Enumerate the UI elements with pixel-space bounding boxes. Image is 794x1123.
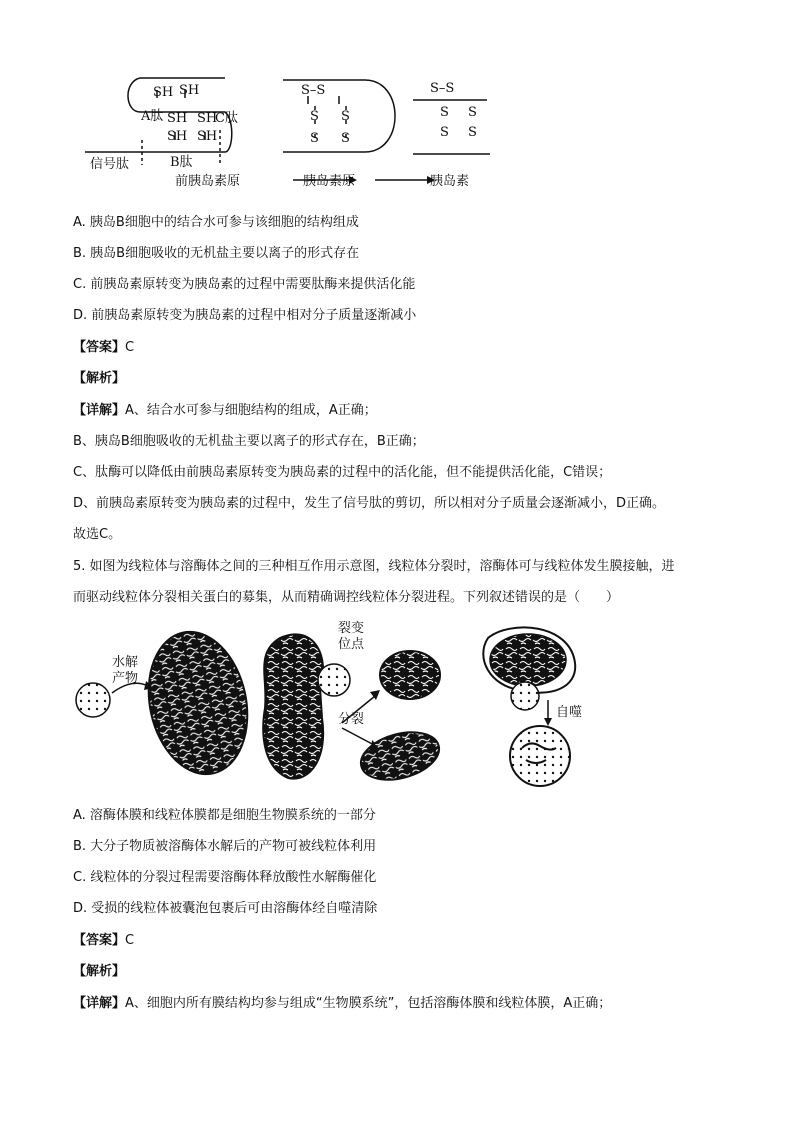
sh-label: SH (167, 111, 188, 126)
answer-value: C (125, 340, 135, 355)
disulfide-label: S–S (430, 81, 455, 96)
a-chain-label: A肽 (141, 109, 164, 124)
s-label: S (440, 125, 449, 140)
q5-analysis-label: 【解析】 (73, 964, 126, 979)
sh-label: SH (167, 129, 188, 144)
sh-label: SH (197, 129, 218, 144)
q5-option-c: C. 线粒体的分裂过程需要溶酶体释放酸性水解酶催化 (73, 870, 377, 885)
b-chain-label: B肽 (170, 155, 193, 170)
disulfide-label: S–S (301, 83, 326, 98)
detail-label: 【详解】 (73, 403, 126, 418)
q4-answer (73, 339, 134, 357)
autophagy-label: 自噬 (556, 705, 583, 720)
detail-label: 【详解】 (73, 996, 126, 1011)
s-label: S (468, 125, 477, 140)
q5-option-b: B. 大分子物质被溶酶体水解后的产物可被线粒体利用 (73, 839, 377, 854)
q4-option-c: C. 前胰岛素原转变为胰岛素的过程中需要肽酶来提供活化能 (73, 277, 416, 292)
proinsulin-label: 胰岛素原 (303, 174, 356, 189)
insulin-processing-figure (75, 70, 515, 195)
q4-conclusion: 故选C。 (73, 527, 122, 542)
s-label: S (310, 109, 319, 124)
fission-site-label: 裂变 (338, 621, 365, 636)
sh-label: SH (153, 85, 174, 100)
answer-label: 【答案】 (73, 340, 126, 355)
q5-stem-line1: 5. 如图为线粒体与溶酶体之间的三种相互作用示意图，线粒体分裂时，溶酶体可与线粒体发生膜接触，进 (73, 559, 675, 574)
answer-label: 【答案】 (73, 933, 126, 948)
division-label: 分裂 (338, 712, 365, 727)
preproinsulin-label: 前胰岛素原 (175, 174, 241, 189)
mitochondria-lysosome-figure (70, 618, 600, 793)
q4-analysis-label: 【解析】 (73, 371, 126, 386)
signal-peptide-label: 信号肽 (90, 157, 130, 172)
s-label: S (468, 105, 477, 120)
q4-detail-d: D、前胰岛素原转变为胰岛素的过程中，发生了信号肽的剪切，所以相对分子质量会逐渐减小，D正确。 (73, 496, 666, 511)
s-label: S (440, 105, 449, 120)
s-label: S (310, 131, 319, 146)
q5-detail-a: 【详解】A、细胞内所有膜结构均参与组成“生物膜系统”，包括溶酶体膜和线粒体膜，A正确； (73, 996, 612, 1011)
hydrolysis-label: 水解 (112, 655, 139, 670)
q5-stem-line2: 而驱动线粒体分裂相关蛋白的募集，从而精确调控线粒体分裂进程。下列叙述错误的是（ ） (73, 590, 620, 605)
products-label: 产物 (112, 671, 139, 686)
insulin-label: 胰岛素 (430, 174, 470, 189)
q4-option-b: B. 胰岛B细胞吸收的无机盐主要以离子的形式存在 (73, 246, 360, 261)
c-chain-label: C肽 (215, 111, 238, 126)
s-label: S (341, 109, 350, 124)
sh-label: SH (179, 83, 200, 98)
fission-site-label-2: 位点 (338, 637, 365, 652)
q4-detail-b: B、胰岛B细胞吸收的无机盐主要以离子的形式存在，B正确； (73, 434, 425, 449)
q4-detail-c: C、肽酶可以降低由前胰岛素原转变为胰岛素的过程中的活化能，但不能提供活化能，C错误； (73, 465, 612, 480)
q5-answer (73, 932, 134, 950)
q5-option-d: D. 受损的线粒体被囊泡包裹后可由溶酶体经自噬清除 (73, 901, 378, 916)
s-label: S (341, 131, 350, 146)
sh-label: SH (197, 111, 218, 126)
q4-option-d: D. 前胰岛素原转变为胰岛素的过程中相对分子质量逐渐减小 (73, 308, 417, 323)
q4-option-a: A. 胰岛B细胞中的结合水可参与该细胞的结构组成 (73, 215, 359, 230)
q5-option-a: A. 溶酶体膜和线粒体膜都是细胞生物膜系统的一部分 (73, 808, 376, 823)
q4-detail-a: 【详解】A、结合水可参与细胞结构的组成，A正确； (73, 403, 377, 418)
answer-value: C (125, 933, 135, 948)
